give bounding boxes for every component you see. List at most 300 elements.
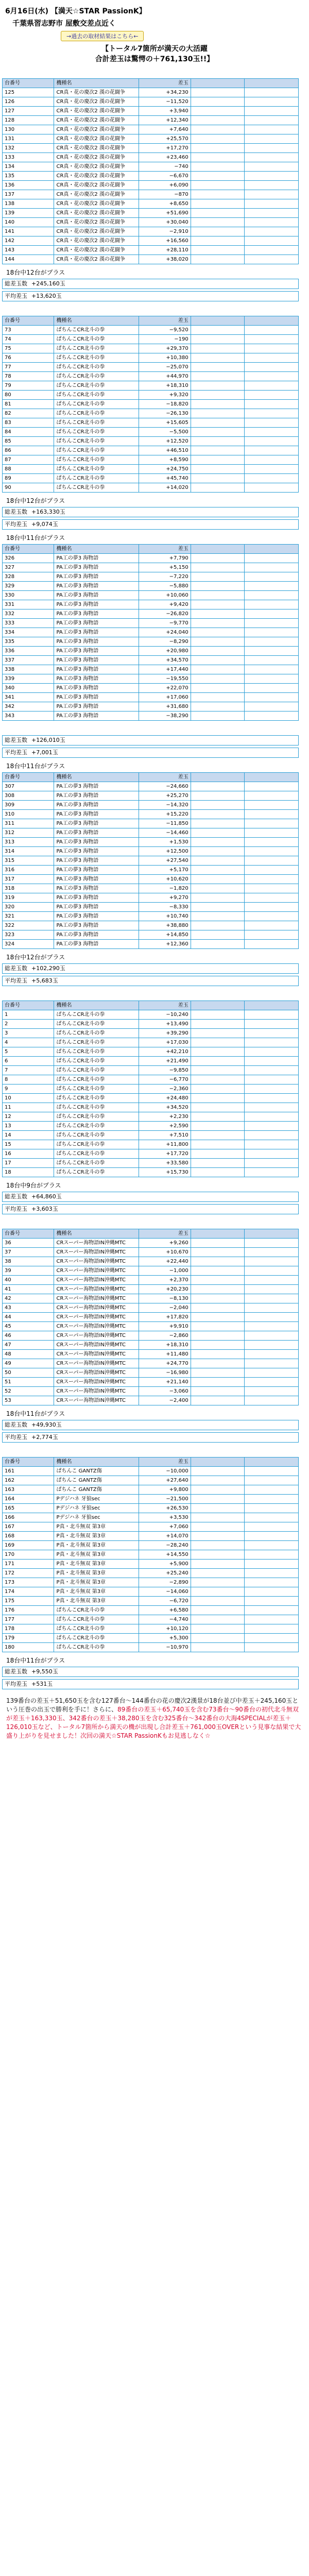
total-label: 総差玉数 [5,509,27,515]
table-row [3,702,299,711]
blank-cell [245,591,299,600]
ball-difference: +10,120 [139,1624,191,1634]
machine-name: CRスーパー海物語IN沖縄MTC [54,1239,139,1248]
blank-cell [245,1331,299,1341]
machine-number: 322 [3,921,54,930]
machine-name: ぱちんこCR北斗の拳 [54,381,139,391]
table-row [3,1350,299,1359]
table-row [3,144,299,153]
table-row [3,1149,299,1159]
machine-number: 343 [3,711,54,721]
blank-cell [245,465,299,474]
blank-cell [191,1294,245,1303]
blank-cell [245,107,299,116]
average-value: +5,683玉 [31,977,58,984]
machine-name: PA工の夢3 海物語 [54,628,139,637]
machine-name: CR真・花の慶次2 漢の花闘争 [54,227,139,236]
ball-difference: +7,790 [139,554,191,563]
machine-name: PA工の夢3 海物語 [54,930,139,940]
blank-cell [245,609,299,619]
ball-difference: +18,310 [139,1341,191,1350]
ball-difference: +27,540 [139,856,191,866]
blank-cell [191,1047,245,1057]
blank-cell [191,1038,245,1047]
table-header-row [3,545,299,554]
table-row [3,1303,299,1313]
ball-difference: −14,460 [139,828,191,838]
ball-difference: −190 [139,335,191,344]
column-header: 機種名 [54,1229,139,1239]
blank-cell [191,1257,245,1266]
table-row [3,209,299,218]
machine-number: 138 [3,199,54,209]
machine-name: CRスーパー海物語IN沖縄MTC [54,1350,139,1359]
ball-difference: −8,290 [139,637,191,647]
ball-difference: +5,150 [139,563,191,572]
machine-number: 51 [3,1378,54,1387]
machine-name: ぱちんこCR北斗の拳 [54,1149,139,1159]
machine-number: 52 [3,1387,54,1396]
blank-cell [245,1303,299,1313]
table-row [3,1038,299,1047]
blank-cell [191,209,245,218]
blank-cell [245,1094,299,1103]
total-difference [2,1667,299,1677]
machine-name: ぱちんこCR北斗の拳 [54,1643,139,1652]
machine-name: PA工の夢3 海物語 [54,847,139,856]
table-row [3,437,299,446]
total-difference [2,1420,299,1430]
column-header: 差玉 [139,1229,191,1239]
column-header: 差玉 [139,316,191,326]
machine-name: ぱちんこCR北斗の拳 [54,1140,139,1149]
blank-cell [191,921,245,930]
column-header: 機種名 [54,1001,139,1010]
ball-difference: −2,400 [139,1396,191,1405]
blank-cell [191,866,245,875]
table-row [3,1634,299,1643]
machine-name: CRスーパー海物語IN沖縄MTC [54,1387,139,1396]
blank-cell [245,711,299,721]
total-difference [2,507,299,517]
ball-difference: −9,850 [139,1066,191,1075]
machine-number: 320 [3,903,54,912]
blank-cell [191,1359,245,1368]
column-header: 差玉 [139,79,191,88]
table-row [3,1606,299,1615]
machine-name: ぱちんこCR北斗の拳 [54,446,139,455]
machine-number: 53 [3,1396,54,1405]
ball-difference: −8,330 [139,903,191,912]
blank-cell [245,162,299,172]
average-value: +531玉 [31,1681,53,1687]
machine-number: 316 [3,866,54,875]
ball-difference: +26,530 [139,1504,191,1513]
machine-name: CR真・花の慶次2 漢の花闘争 [54,181,139,190]
table-row [3,1084,299,1094]
total-difference [2,279,299,289]
table-row [3,591,299,600]
table-row [3,619,299,628]
ball-difference: +29,370 [139,344,191,353]
column-header: 差玉 [139,1001,191,1010]
machine-name: PA工の夢3 海物語 [54,819,139,828]
table-row [3,1587,299,1597]
machine-name: ぱちんこCR北斗の拳 [54,1103,139,1112]
ball-difference: +11,480 [139,1350,191,1359]
blank-cell [245,1643,299,1652]
average-value: +3,603玉 [31,1206,58,1212]
table-row [3,1168,299,1177]
ball-difference: +31,680 [139,702,191,711]
plus-count-label: 18台中11台がプラス [6,534,65,541]
blank-cell [245,1029,299,1038]
machine-number: 83 [3,418,54,428]
machine-name: ぱちんこCR北斗の拳 [54,1057,139,1066]
table-row [3,819,299,828]
plus-count-label [6,68,309,76]
ball-difference: −4,740 [139,1615,191,1624]
machine-number: 140 [3,218,54,227]
blank-cell [245,1532,299,1541]
ball-difference: +51,690 [139,209,191,218]
ball-difference: −19,550 [139,674,191,684]
machine-name: Pデジハネ 牙狼sec [54,1504,139,1513]
ball-difference: +8,650 [139,199,191,209]
table-row [3,1467,299,1476]
blank-cell [245,326,299,335]
table-row [3,483,299,493]
blank-cell [191,647,245,656]
machine-name: P真・北斗無双 第3章 [54,1550,139,1560]
ball-difference: +23,460 [139,153,191,162]
table-row [3,218,299,227]
machine-number: 176 [3,1606,54,1615]
plus-count: 18台中11台がプラス [6,1410,65,1417]
store-location: 千葉県習志野市 屋敷交差点近く [12,20,116,28]
blank-cell [191,199,245,209]
machine-number: 177 [3,1615,54,1624]
machine-number: 179 [3,1634,54,1643]
blank-cell [245,1112,299,1122]
ball-difference: +17,720 [139,1149,191,1159]
machine-name: PA工の夢3 海物語 [54,866,139,875]
machine-name: ぱちんこCR北斗の拳 [54,1075,139,1084]
blank-cell [245,181,299,190]
table-row [3,1239,299,1248]
blank-cell [245,702,299,711]
table-row [3,227,299,236]
machine-number: 324 [3,940,54,949]
table-row [3,1057,299,1066]
machine-name: ぱちんこCR北斗の拳 [54,372,139,381]
machine-number: 326 [3,554,54,563]
blank-cell [191,609,245,619]
blank-cell [191,1522,245,1532]
ball-difference: −740 [139,162,191,172]
machine-number: 335 [3,637,54,647]
table-row [3,921,299,930]
blank-cell [245,1634,299,1643]
average-value: +9,074玉 [31,521,58,528]
blank-cell [245,847,299,856]
blank-cell [191,591,245,600]
ball-difference: +33,580 [139,1159,191,1168]
ball-difference: −2,360 [139,1084,191,1094]
machine-name: PA工の夢3 海物語 [54,828,139,838]
ball-difference: +9,910 [139,1322,191,1331]
blank-cell [245,1387,299,1396]
machine-name: CRスーパー海物語IN沖縄MTC [54,1294,139,1303]
table-row [3,847,299,856]
blank-cell [245,381,299,391]
total-label: 総差玉数 [5,965,27,972]
blank-cell [245,1285,299,1294]
column-header: 機種名 [54,79,139,88]
table-row [3,400,299,409]
blank-cell [191,162,245,172]
machine-number: 81 [3,400,54,409]
blank-cell [191,381,245,391]
machine-name: P真・北斗無双 第3章 [54,1522,139,1532]
machine-number: 127 [3,107,54,116]
blank-cell [245,116,299,125]
blank-cell [245,1131,299,1140]
blank-cell [245,1485,299,1495]
blank-cell [245,418,299,428]
machine-number: 342 [3,702,54,711]
blank-cell [245,554,299,563]
machine-name: ぱちんこCR北斗の拳 [54,483,139,493]
column-header [191,1001,245,1010]
machine-name: ぱちんこCR北斗の拳 [54,1084,139,1094]
result-section [0,1218,309,1443]
blank-cell [245,940,299,949]
machine-name: CRスーパー海物語IN沖縄MTC [54,1257,139,1266]
ball-difference: −6,770 [139,1075,191,1084]
machine-name: CRスーパー海物語IN沖縄MTC [54,1322,139,1331]
blank-cell [245,335,299,344]
plus-count-label [6,990,309,998]
table-row [3,465,299,474]
blank-cell [245,1513,299,1522]
blank-cell [245,97,299,107]
blank-cell [245,255,299,264]
blank-cell [191,363,245,372]
ball-difference: +17,030 [139,1038,191,1047]
machine-number: 173 [3,1578,54,1587]
total-value: +126,010玉 [31,737,65,743]
machine-number: 168 [3,1532,54,1541]
table-row [3,1368,299,1378]
blank-cell [191,418,245,428]
machine-name: CRスーパー海物語IN沖縄MTC [54,1266,139,1276]
machine-name: ぱちんこCR北斗の拳 [54,344,139,353]
machine-number: 125 [3,88,54,97]
total-label: 総差玉数 [5,737,27,743]
blank-cell [245,1615,299,1624]
blank-cell [191,628,245,637]
machine-number: 9 [3,1084,54,1094]
average-difference [2,1204,299,1214]
machine-name: ぱちんこCR北斗の拳 [54,1010,139,1020]
column-header: 台番号 [3,79,54,88]
blank-cell [191,172,245,181]
average-label: 平均差玉 [5,749,27,756]
ball-difference: +24,770 [139,1359,191,1368]
column-header: 差玉 [139,1458,191,1467]
column-header [245,773,299,782]
machine-number: 85 [3,437,54,446]
table-row [3,1276,299,1285]
average-label: 平均差玉 [5,1681,27,1687]
table-row [3,1396,299,1405]
machine-name: ぱちんこCR北斗の拳 [54,474,139,483]
blank-cell [245,619,299,628]
table-row [3,1285,299,1294]
ball-difference: −18,820 [139,400,191,409]
blank-cell [191,782,245,791]
machine-name: CR真・花の慶次2 漢の花闘争 [54,190,139,199]
table-row [3,1131,299,1140]
machine-number: 128 [3,116,54,125]
ball-difference: +44,970 [139,372,191,381]
blank-cell [191,1331,245,1341]
blank-cell [191,344,245,353]
headline-line-1: 【トータル7箇所が満天の大活躍 [101,45,208,53]
table-header-row [3,79,299,88]
machine-name: CRスーパー海物語IN沖縄MTC [54,1331,139,1341]
table-row [3,236,299,246]
blank-cell [245,810,299,819]
ball-difference: +7,060 [139,1522,191,1532]
blank-cell [191,1485,245,1495]
column-header [245,545,299,554]
ball-difference: −2,890 [139,1578,191,1587]
blank-cell [245,1057,299,1066]
blank-cell [245,1168,299,1177]
machine-number: 18 [3,1168,54,1177]
machine-number: 46 [3,1331,54,1341]
blank-cell [245,1038,299,1047]
plus-count-label: 18台中11台がプラス [6,762,65,770]
blank-cell [245,838,299,847]
machine-number: 134 [3,162,54,172]
table-row [3,684,299,693]
table-row [3,1341,299,1350]
column-header: 機種名 [54,316,139,326]
table-row [3,1322,299,1331]
machine-number: 40 [3,1276,54,1285]
machine-name: PA工の夢3 海物語 [54,791,139,801]
blank-cell [191,107,245,116]
table-row [3,600,299,609]
machine-name: ぱちんこCR北斗の拳 [54,1615,139,1624]
machine-name: PA工の夢3 海物語 [54,801,139,810]
ball-difference: −1,820 [139,884,191,893]
plus-count-label [6,1447,309,1455]
table-row [3,1532,299,1541]
table-row [3,856,299,866]
blank-cell [191,1587,245,1597]
machine-number: 174 [3,1587,54,1597]
result-table [2,1001,299,1177]
machine-name: PA工の夢3 海物語 [54,921,139,930]
column-header: 台番号 [3,773,54,782]
table-header-row [3,1458,299,1467]
blank-cell [245,647,299,656]
blank-cell [245,409,299,418]
machine-name: PA工の夢3 海物語 [54,582,139,591]
blank-cell [191,819,245,828]
blank-cell [191,791,245,801]
ball-difference: +24,480 [139,1094,191,1103]
machine-number: 39 [3,1266,54,1276]
table-row [3,563,299,572]
total-difference [2,1192,299,1202]
blank-cell [245,1149,299,1159]
ball-difference: −26,130 [139,409,191,418]
machine-name: ぱちんこCR北斗の拳 [54,335,139,344]
blank-cell [245,903,299,912]
machine-name: ぱちんこCR北斗の拳 [54,1094,139,1103]
ball-difference: −8,130 [139,1294,191,1303]
result-table [2,1229,299,1405]
table-row [3,1294,299,1303]
machine-number: 45 [3,1322,54,1331]
blank-cell [245,1257,299,1266]
blank-cell [191,1103,245,1112]
blank-cell [191,1387,245,1396]
blank-cell [245,455,299,465]
ball-difference: +5,900 [139,1560,191,1569]
ball-difference: −14,060 [139,1587,191,1597]
machine-name: ぱちんこCR北斗の拳 [54,1131,139,1140]
summary-text-1: 139番台の差玉＋51,650玉を含む127番台〜144番台の花の慶次2漢景が18台並び中差玉＋245,160玉という圧巻の出玉で勝利を手に！さらに、 [6,1697,299,1713]
column-header [191,79,245,88]
ball-difference: +5,170 [139,866,191,875]
past-results-link[interactable]: →過去の取材結果はこちら← [61,31,144,41]
machine-name: PA工の夢3 海物語 [54,665,139,674]
ball-difference: +42,210 [139,1047,191,1057]
table-row [3,838,299,847]
result-section [0,990,309,1214]
machine-number: 80 [3,391,54,400]
ball-difference: +9,420 [139,600,191,609]
machine-name: CR真・花の慶次2 漢の花闘争 [54,172,139,181]
table-row [3,884,299,893]
blank-cell [191,711,245,721]
machine-number: 313 [3,838,54,847]
blank-cell [191,1368,245,1378]
column-header: 台番号 [3,1229,54,1239]
blank-cell [191,1322,245,1331]
result-section [0,1447,309,1689]
blank-cell [191,1350,245,1359]
result-table [2,316,299,493]
blank-cell [191,1615,245,1624]
blank-cell [245,1294,299,1303]
blank-cell [191,801,245,810]
blank-cell [191,1341,245,1350]
machine-number: 161 [3,1467,54,1476]
blank-cell [191,665,245,674]
machine-name: ぱちんこ GANTZ傷 [54,1485,139,1495]
machine-number: 82 [3,409,54,418]
machine-name: PA工の夢3 海物語 [54,810,139,819]
machine-number: 135 [3,172,54,181]
machine-name: PA工の夢3 海物語 [54,912,139,921]
